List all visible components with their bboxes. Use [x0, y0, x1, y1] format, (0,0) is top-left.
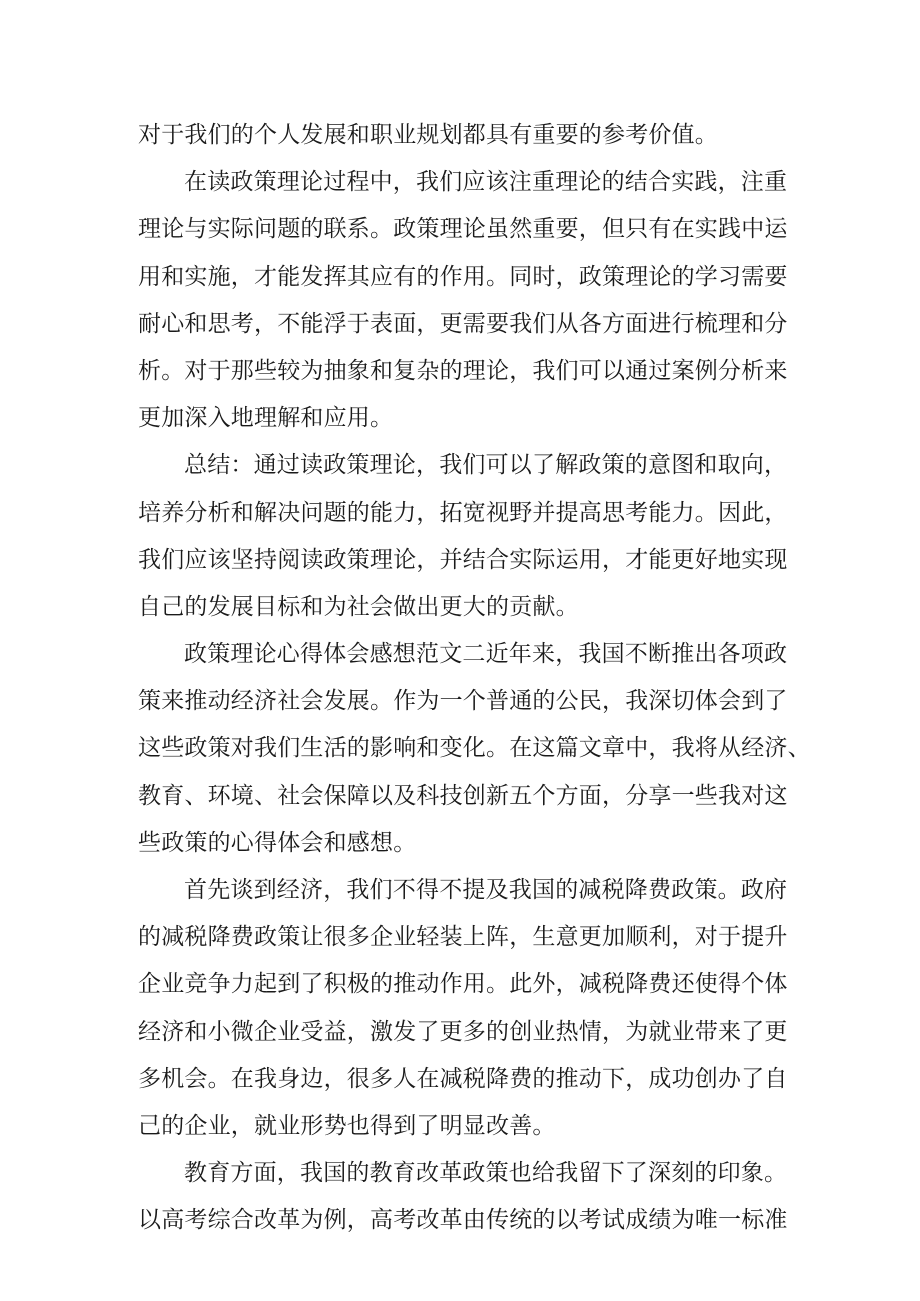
text-line: 理论与实际问题的联系。政策理论虽然重要，但只有在实践中运	[138, 216, 788, 243]
text-line: 培养分析和解决问题的能力，拓宽视野并提高思考能力。因此，	[138, 499, 788, 526]
document-body	[138, 112, 811, 1245]
text-line: 企业竞争力起到了积极的推动作用。此外，减税降费还使得个体	[138, 971, 788, 998]
text-line: 己的企业，就业形势也得到了明显改善。	[138, 1112, 556, 1139]
paragraph-first-line: 在读政策理论过程中，我们应该注重理论的结合实践，注重	[184, 169, 788, 196]
text-line: 策来推动经济社会发展。作为一个普通的公民，我深切体会到了	[138, 688, 788, 715]
paragraph-first-line: 政策理论心得体会感想范文二近年来，我国不断推出各项政	[184, 641, 788, 668]
text-line: 这些政策对我们生活的影响和变化。在这篇文章中，我将从经济、	[138, 735, 811, 762]
text-line: 耐心和思考，不能浮于表面，更需要我们从各方面进行梳理和分	[138, 310, 788, 337]
text-line: 的减税降费政策让很多企业轻装上阵，生意更加顺利，对于提升	[138, 924, 788, 951]
text-line: 教育、环境、社会保障以及科技创新五个方面，分享一些我对这	[138, 782, 788, 809]
text-line: 经济和小微企业受益，激发了更多的创业热情，为就业带来了更	[138, 1018, 788, 1045]
text-line: 以高考综合改革为例，高考改革由传统的以考试成绩为唯一标准	[138, 1207, 788, 1234]
paragraph-first-line: 总结：通过读政策理论，我们可以了解政策的意图和取向，	[184, 452, 788, 479]
text-line: 更加深入地理解和应用。	[138, 405, 394, 432]
text-line: 用和实施，才能发挥其应有的作用。同时，政策理论的学习需要	[138, 263, 788, 290]
paragraph-first-line: 首先谈到经济，我们不得不提及我国的减税降费政策。政府	[184, 877, 788, 903]
text-line: 我们应该坚持阅读政策理论，并结合实际运用，才能更好地实现	[138, 546, 788, 573]
text-line: 对于我们的个人发展和职业规划都具有重要的参考价值。	[138, 122, 718, 148]
text-line: 些政策的心得体会和感想。	[138, 829, 417, 856]
paragraph-first-line: 教育方面，我国的教育改革政策也给我留下了深刻的印象。	[184, 1160, 788, 1187]
text-line: 析。对于那些较为抽象和复杂的理论，我们可以通过案例分析来	[138, 357, 788, 384]
text-line: 多机会。在我身边，很多人在减税降费的推动下，成功创办了自	[138, 1065, 788, 1092]
text-line: 自己的发展目标和为社会做出更大的贡献。	[138, 593, 579, 620]
